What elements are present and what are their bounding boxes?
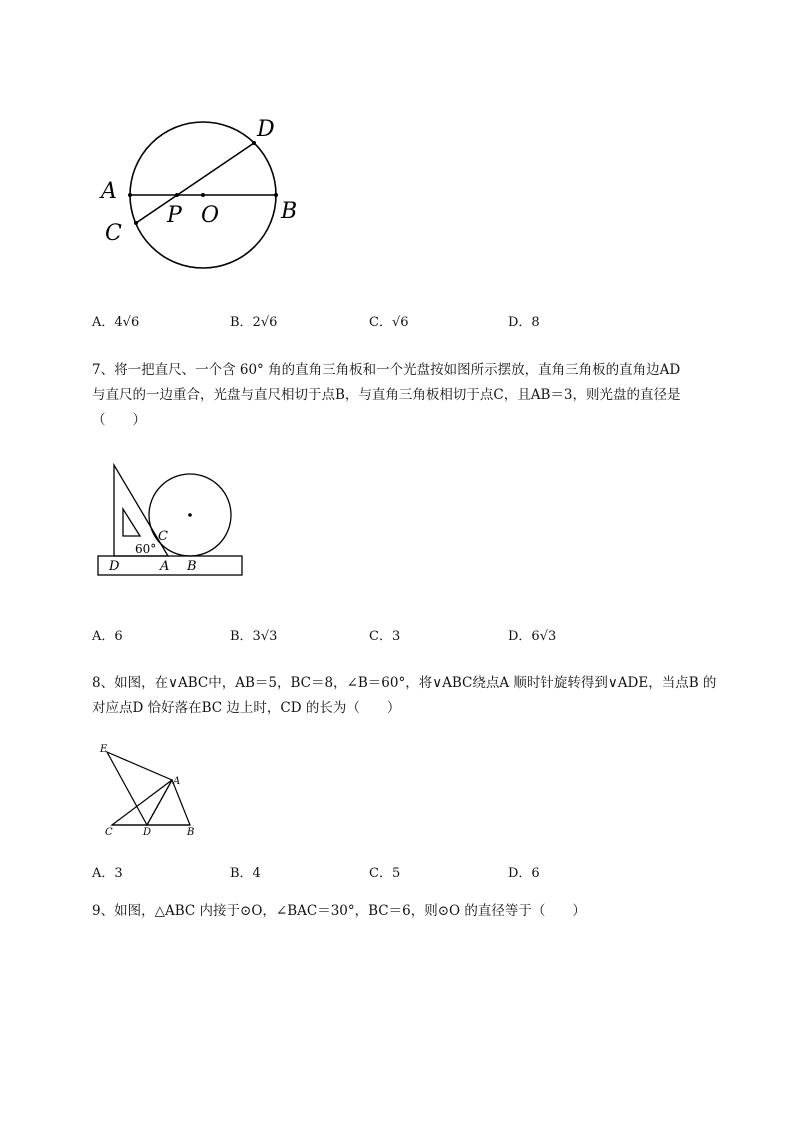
label-a: A xyxy=(101,179,117,204)
label-d: D xyxy=(109,559,120,574)
label-a: A xyxy=(173,776,181,787)
label-d: D xyxy=(143,827,152,838)
question-7-line-1: 7、将一把直尺、一个含 60° 角的直角三角板和一个光盘按如图所示摆放，直角三角板的直角边AD xyxy=(92,362,681,378)
label-e: E xyxy=(100,744,108,755)
label-c: C xyxy=(158,529,168,544)
label-o: O xyxy=(201,203,220,228)
option-d: D．6 xyxy=(508,866,540,881)
question-7-line-2: 与直尺的一边重合，光盘与直尺相切于点B，与直角三角板相切于点C，且AB＝3，则光盘的直径是 xyxy=(92,387,681,403)
point-o xyxy=(201,193,205,197)
figure-rotation-triangle xyxy=(97,740,207,840)
option-a: A．4√6 xyxy=(92,315,140,330)
label-p: P xyxy=(167,203,182,228)
question-8-line-2: 对应点D 恰好落在BC 边上时，CD 的长为（ ） xyxy=(92,700,401,716)
label-b: B xyxy=(187,559,197,574)
label-d: D xyxy=(257,117,275,142)
ruler xyxy=(98,556,242,575)
point-c xyxy=(134,221,138,225)
label-angle: 60° xyxy=(135,542,157,556)
label-b: B xyxy=(187,827,195,838)
option-d: D．8 xyxy=(508,315,540,330)
option-a: A．6 xyxy=(92,629,123,644)
question-7-line-3: （ ） xyxy=(92,412,146,428)
option-d: D．6√3 xyxy=(508,629,557,644)
question-9 xyxy=(92,899,742,924)
disc-center xyxy=(188,513,192,517)
option-b: B．2√6 xyxy=(230,315,278,330)
label-c: C xyxy=(105,221,122,246)
option-c: C．3 xyxy=(369,629,401,644)
option-c: C．5 xyxy=(369,866,401,881)
set-square-inner xyxy=(123,509,140,536)
options-q7 xyxy=(92,625,732,645)
option-b: B．3√3 xyxy=(230,629,278,644)
segment-ad xyxy=(147,780,172,825)
options-q6 xyxy=(92,311,732,331)
label-a: A xyxy=(160,559,170,574)
question-8-line-1: 8、如图，在∨ABC中，AB＝5，BC＝8，∠B＝60°，将∨ABC绕点A 顺时针旋转得到∨ADE，当点B 的 xyxy=(92,675,717,691)
chord-cd xyxy=(136,143,254,223)
options-q8 xyxy=(92,862,732,882)
figure-ruler-triangle-disc xyxy=(95,460,255,580)
point-d xyxy=(252,141,256,145)
label-b: B xyxy=(281,199,298,224)
question-7 xyxy=(92,358,742,433)
point-b xyxy=(274,193,278,197)
point-p xyxy=(175,193,179,197)
figure-circle-chord xyxy=(95,110,315,280)
triangle-ade xyxy=(107,752,172,825)
question-8 xyxy=(92,671,742,721)
point-a xyxy=(128,193,132,197)
question-9-line-1: 9、如图，△ABC 内接于⊙O，∠BAC＝30°，BC＝6，则⊙O 的直径等于（ ） xyxy=(92,903,586,919)
option-b: B．4 xyxy=(230,866,261,881)
option-c: C．√6 xyxy=(369,315,409,330)
label-c: C xyxy=(105,827,113,838)
option-a: A．3 xyxy=(92,866,123,881)
